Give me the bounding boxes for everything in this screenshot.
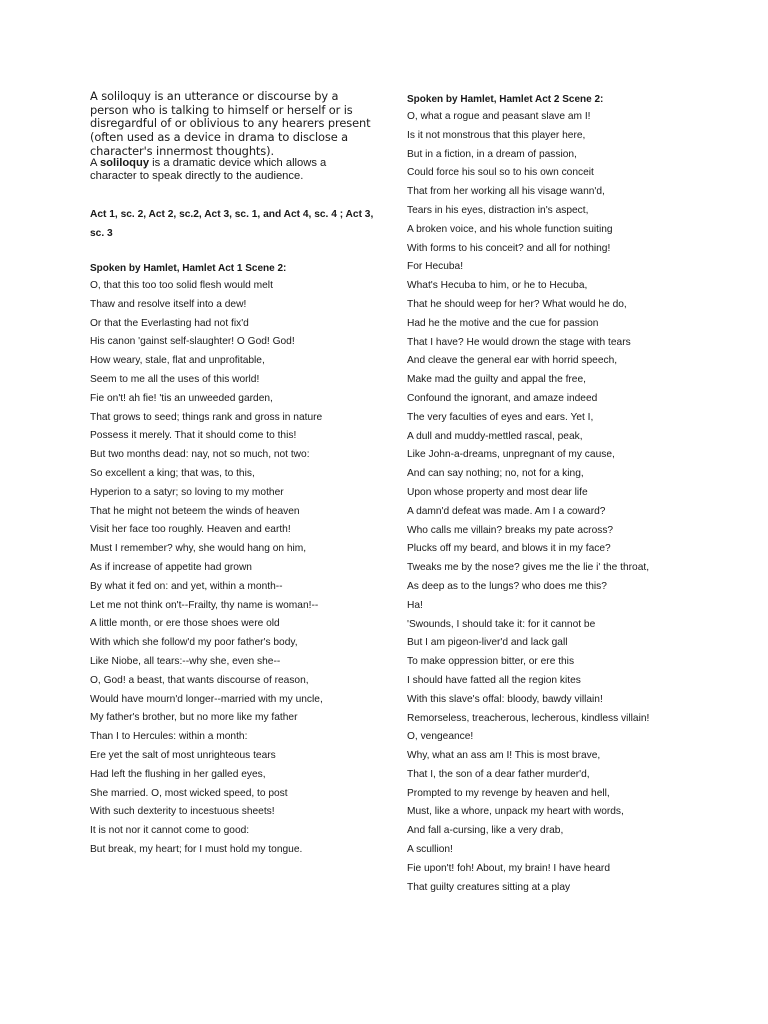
verse-line: That he might not beteem the winds of heaven [90,505,300,517]
verse-line: With this slave's offal: bloody, bawdy villain! [407,693,603,705]
verse-line: A broken voice, and his whole function suiting [407,223,613,235]
verse-line: O, God! a beast, that wants discourse of reason, [90,674,309,686]
verse-line: Must, like a whore, unpack my heart with words, [407,806,624,818]
verse-line: Who calls me villain? breaks my pate across? [407,524,614,536]
verse-line: It is not nor it cannot come to good: [90,825,250,837]
verse-line: Ere yet the salt of most unrighteous tears [90,749,276,761]
verse-line: Upon whose property and most dear life [407,486,588,498]
verse-line: The very faculties of eyes and ears. Yet I, [407,411,594,423]
verse-line: I should have fatted all the region kites [407,674,581,686]
verse-line: A damn'd defeat was made. Am I a coward? [407,505,606,517]
verse-line: Fie upon't! foh! About, my brain! I have heard [407,862,610,874]
verse-line: But break, my heart; for I must hold my tongue. [90,843,303,855]
verse-line: Prompted to my revenge by heaven and hell, [407,787,610,799]
verse-line: How weary, stale, flat and unprofitable, [90,355,265,367]
verse-line: With which she follow'd my poor father's body, [90,637,298,649]
verse-line: His canon 'gainst self-slaughter! O God! God! [90,336,295,348]
verse-line: With such dexterity to incestuous sheets! [90,806,275,818]
verse-line: 'Swounds, I should take it: for it cannot be [407,618,596,630]
verse-line: Is it not monstrous that this player here, [407,129,586,141]
verse-line: A little month, or ere those shoes were old [90,618,280,630]
verse-line: So excellent a king; that was, to this, [90,467,255,479]
verse-line: Would have mourn'd longer--married with my uncle, [90,693,323,705]
soliloquy-dramatic-device [90,157,372,184]
verse-line: But I am pigeon-liver'd and lack gall [407,637,568,649]
verse-line: That he should weep for her? What would he do, [407,298,627,310]
verse-line: Possess it merely. That it should come to this! [90,430,297,442]
verse-line: That grows to seed; things rank and gross in nature [90,411,323,423]
verse-line: And can say nothing; no, not for a king, [407,468,584,480]
definition-term: soliloquy [99,157,150,169]
verse-line: As if increase of appetite had grown [90,561,252,573]
verse-line: Tears in his eyes, distraction in's aspect, [407,204,589,216]
verse-line: Had left the flushing in her galled eyes, [90,768,266,780]
verse-line: Why, what an ass am I! This is most brave, [407,750,601,762]
verse-line: Tweaks me by the nose? gives me the lie i' the throat, [407,562,650,574]
acts-reference: Act 1, sc. 2, Act 2, sc.2, Act 3, sc. 1, and Act 4, sc. 4 ; Act 3, sc. 3 [90,209,374,239]
verse-line: What's Hecuba to him, or he to Hecuba, [407,280,588,292]
right-section-heading: Spoken by Hamlet, Hamlet Act 2 Scene 2: [407,94,604,105]
verse-line: Could force his soul so to his own conceit [407,167,594,179]
verse-line: Plucks off my beard, and blows it in my face? [407,543,611,555]
verse-line: Or that the Everlasting had not fix'd [90,317,249,329]
verse-line: That I, the son of a dear father murder'd, [407,768,590,780]
verse-line: O, that this too too solid flesh would melt [90,280,273,291]
verse-line: She married. O, most wicked speed, to post [90,787,288,799]
verse-line: Than I to Hercules: within a month: [90,731,248,743]
soliloquy-definition: A soliloquy is an utterance or discourse by a person who is talking to himself or herself or is disregardful of or oblivious to any hearers present (often used as a device in drama to disclose a character's innermost thoughts). [90,89,371,158]
verse-line: O, what a rogue and peasant slave am I! [407,111,591,122]
verse-line: To make oppression bitter, or ere this [407,656,575,668]
verse-line: With forms to his conceit? and all for nothing! [407,242,611,254]
verse-line: Like John-a-dreams, unpregnant of my cause, [407,449,615,461]
verse-line: A scullion! [407,844,453,856]
verse-line: Had he the motive and the cue for passion [407,317,599,329]
verse-line: My father's brother, but no more like my father [90,712,298,724]
verse-line: A dull and muddy-mettled rascal, peak, [407,430,583,442]
verse-line: But two months dead: nay, not so much, not two: [90,449,310,461]
verse-line: And cleave the general ear with horrid speech, [407,355,618,367]
verse-line: Must I remember? why, she would hang on him, [90,543,307,555]
verse-line: For Hecuba! [407,261,464,273]
verse-line: That I have? He would drown the stage with tears [407,336,631,348]
verse-line: Seem to me all the uses of this world! [90,373,260,385]
right-soliloquy-lines [407,108,649,897]
verse-line: Like Niobe, all tears:--why she, even she-- [90,655,281,667]
verse-line: Confound the ignorant, and amaze indeed [407,392,598,404]
verse-line: Visit her face too roughly. Heaven and earth! [90,524,291,536]
verse-line: Remorseless, treacherous, lecherous, kindless villain! [407,712,650,724]
verse-line: Let me not think on't--Frailty, thy name is woman!-- [90,599,319,611]
left-section-heading: Spoken by Hamlet, Hamlet Act 1 Scene 2: [90,263,287,274]
verse-line: And fall a-cursing, like a very drab, [407,825,564,837]
definition-suffix: is a dramatic device which allows a character to speak directly to the audience. [90,157,327,183]
verse-line: Thaw and resolve itself into a dew! [90,298,247,310]
verse-line: As deep as to the lungs? who does me this? [407,580,607,592]
verse-line: O, vengeance! [407,731,474,743]
verse-line: Fie on't! ah fie! 'tis an unweeded garden, [90,392,273,404]
verse-line: Ha! [407,599,423,611]
definition-prefix: A [90,157,100,169]
verse-line: That from her working all his visage wann'd, [407,186,605,198]
verse-line: Make mad the guilty and appal the free, [407,374,586,386]
verse-line: Hyperion to a satyr; so loving to my mother [90,486,284,498]
verse-line: That guilty creatures sitting at a play [407,881,571,893]
verse-line: By what it fed on: and yet, within a month-- [90,580,283,592]
left-soliloquy-lines [90,277,323,860]
verse-line: But in a fiction, in a dream of passion, [407,148,577,160]
